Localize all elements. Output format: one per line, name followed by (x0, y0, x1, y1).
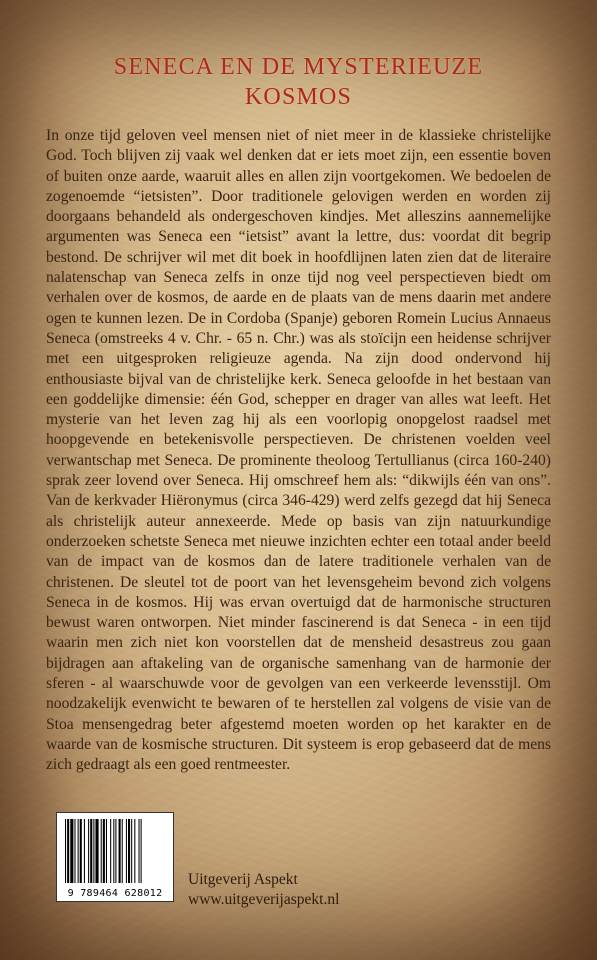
book-title (0, 52, 597, 112)
barcode-bar (70, 819, 73, 883)
barcode-bar (65, 819, 66, 883)
barcode-bar (90, 819, 92, 883)
barcode-bar (103, 819, 105, 883)
barcode-bar (84, 819, 85, 883)
barcode-bar (67, 819, 69, 883)
publisher-url: www.uitgeverijaspekt.nl (188, 891, 340, 908)
barcode-bar (134, 819, 135, 883)
barcode-bar (78, 819, 79, 883)
isbn-barcode (56, 812, 174, 902)
book-title-line-2: KOSMOS (244, 84, 353, 110)
barcode-bar (119, 819, 121, 883)
barcode-bar (106, 819, 107, 883)
isbn-digits: 9 789464 628012 (67, 888, 163, 899)
barcode-bar (113, 819, 114, 883)
barcode-bar (141, 819, 142, 883)
book-title-line-1: SENECA EN DE MYSTERIEUZE (113, 54, 484, 80)
barcode-bars (57, 813, 173, 885)
back-cover-blurb (46, 126, 551, 776)
barcode-bar (101, 819, 102, 883)
barcode-bar (95, 819, 98, 883)
barcode-bar (126, 819, 127, 883)
barcode-bar (139, 819, 140, 883)
barcode-bar (128, 819, 130, 883)
barcode-bar (115, 819, 116, 883)
publisher-name: Uitgeverij Aspekt (188, 871, 298, 888)
barcode-bar (80, 819, 82, 883)
barcode-bar (110, 819, 111, 883)
barcode-bar (122, 819, 123, 883)
barcode-bar (131, 819, 132, 883)
barcode-bar (88, 819, 89, 883)
barcode-bar (93, 819, 94, 883)
barcode-bar (74, 819, 75, 883)
publisher-block (188, 870, 339, 910)
blurb-paragraph: In onze tijd geloven veel mensen niet of niet meer in de klassieke christelijke God. Toch blijven zij vaak wel denken dat er iets moet zijn, een essentie boven of buiten onze aarde, waaruit alles en allen zijn voortgekomen. We bedoelen de zogenoemde “ietsisten”. Door traditionele gelovigen werden en worden zij doorgaans behandeld als ondergeschoven kindjes. Met alleszins aannemelijke argumenten was Seneca een “ietsist” avant la lettre, dus: voordat dit begrip bestond. De schrijver wil met dit boek in hoofdlijnen laten zien dat de literaire nalatenschap van Seneca zelfs in onze tijd nog veel perspectieven biedt om verhalen over de kosmos, de aarde en de plaats van de mens daarin met andere ogen te kunnen lezen. De in Cordoba (Spanje) geboren Romein Lucius Annaeus Seneca (omstreeks 4 v. Chr. - 65 n. Chr.) was als stoïcijn een heidense schrijver met een uitgesproken religieuze agenda. Na zijn dood ondervond hij enthousiaste bijval van de christelijke kerk. Seneca geloofde in het bestaan van een goddelijke dimensie: één God, schepper en drager van alles wat leeft. Het mysterie van het leven zag hij als een voorlopig onopgelost raadsel met hoopgevende en betekenisvolle perspectieven. De christenen voelden veel verwantschap met Seneca. De prominente theoloog Tertullianus (circa 160-240) sprak zeer lovend over Seneca. Hij omschreef hem als: “dikwijls één van ons”. Van de kerkvader Hiëronymus (circa 346-429) werd zelfs gezegd dat hij Seneca als christelijk auteur annexeerde. Mede op basis van zijn natuurkundige onderzoeken schetste Seneca met nieuwe inzichten echter een totaal ander beeld van de impact van de kosmos dan de latere traditionele verhalen van de christenen. De sleutel tot de poort van het levensgeheim bevond zich volgens Seneca in de kosmos. Hij was ervan overtuigd dat de harmonische structuren bewust waren ontworpen. Niet minder fascinerend is dat Seneca - in een tijd waarin men zich niet kon voorstellen dat de mensheid desastreus zou gaan bijdragen aan aftakeling van de organische samenhang van de harmonie der sferen - al waarschuwde voor de gevolgen van een verkeerde levensstijl. Om noodzakelijk evenwicht te bewaren of te herstellen zal volgens de visie van de Stoa mensengedrag beter afgestemd moeten worden op het karakter en de waarde van de kosmische structuren. Dit systeem is erop gebaseerd dat de mens zich gedraagt als een goed rentmeester. (46, 127, 551, 774)
